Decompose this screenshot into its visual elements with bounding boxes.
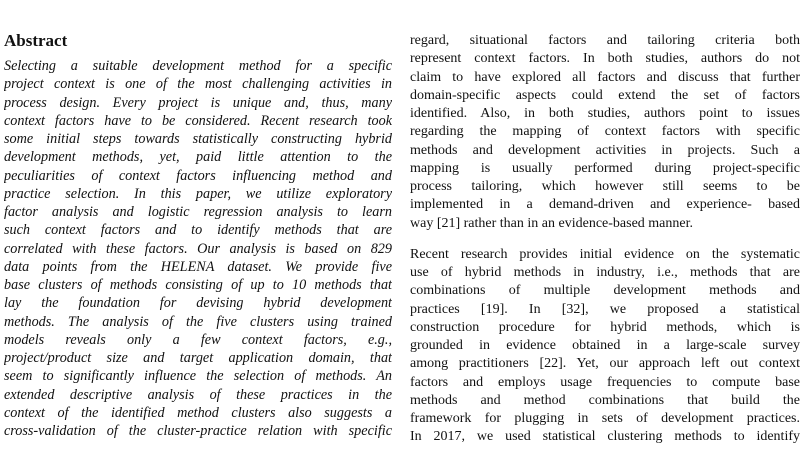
text-line: data points from the HELENA dataset. We provide five — [4, 258, 392, 275]
text-line: mapping is usually performed during project-specific — [410, 160, 800, 176]
text-line: construction procedure for hybrid methods, which is — [410, 319, 800, 335]
text-line: Selecting a suitable development method for a specific — [4, 58, 392, 74]
text-line: regarding the mapping of context factors with specific — [410, 124, 800, 140]
text-line: combinations of multiple development methods and — [410, 283, 800, 299]
text-line: methods and development activities in projects. Such a — [410, 142, 800, 158]
text-line: practice selection. In this paper, we utilize exploratory — [4, 185, 392, 202]
text-line: methods. The analysis of the five clusters using trained — [4, 313, 392, 330]
abstract-section — [4, 30, 392, 440]
abstract-heading: Abstract — [4, 31, 68, 50]
text-line: extended descriptive analysis of these practices in the — [4, 386, 392, 403]
text-line: factor analysis and logistic regression analysis to learn — [4, 204, 392, 220]
text-line: Recent research provides initial evidence on the systematic — [410, 246, 800, 262]
abstract-text — [4, 57, 392, 440]
text-line: process design. Every project is unique and, thus, many — [4, 94, 392, 111]
text-line: way [21] rather than in an evidence-based manner. — [410, 215, 693, 231]
text-line: grounded in evidence obtained in a large-scale survey — [410, 338, 800, 353]
text-line: context of the identified method clusters also suggests a — [4, 404, 392, 421]
text-line: claim to have explored all factors and discuss that further — [410, 69, 800, 85]
text-line: cross-validation of the cluster-practice relation with specific — [4, 423, 392, 439]
text-line: base clusters of methods consisting of up to 10 methods that — [4, 277, 392, 293]
text-line: some initial steps towards statistically constructing hybrid — [4, 131, 392, 147]
text-line: represent context factors. In both studies, authors do not — [410, 51, 800, 67]
text-line: methods and method combinations that build the — [410, 392, 800, 408]
body-paragraph-1 — [410, 32, 800, 233]
text-line: In 2017, we used statistical clustering methods to identify — [410, 429, 800, 445]
text-line: practices [19]. In [32], we proposed a statistical — [410, 301, 800, 317]
text-line: domain-specific aspects could extend the set of factors — [410, 87, 800, 103]
text-line: regard, situational factors and tailoring criteria both — [410, 33, 800, 48]
paragraph-gap — [410, 233, 800, 246]
text-line: framework for plugging in sets of development practices. — [410, 411, 800, 426]
body-paragraph-2 — [410, 246, 800, 447]
text-line: models reveals only a few context factors, e.g., — [4, 331, 392, 348]
body-text-column — [410, 32, 800, 447]
text-line: project context is one of the most challenging activities in — [4, 76, 392, 93]
text-line: project/product size and target application domain, that — [4, 350, 392, 366]
text-line: peculiarities of context factors influencing method and — [4, 167, 392, 184]
text-line: such context factors and to identify methods that are — [4, 222, 392, 239]
text-line: lay the foundation for devising hybrid development — [4, 295, 392, 312]
text-line: factors and employs usage frequencies to compute base — [410, 374, 800, 390]
text-line: among practitioners [22]. Yet, our approach left out context — [410, 356, 800, 372]
text-line: development methods, yet, paid little attention to the — [4, 149, 392, 166]
text-line: identified. Also, in both studies, authors point to issues — [410, 106, 800, 121]
text-line: context factors have to be considered. Recent research took — [4, 112, 392, 129]
text-line: correlated with these factors. Our analysis is based on 829 — [4, 240, 392, 257]
text-line: process tailoring, which however still seems to be — [410, 179, 800, 194]
text-line: implemented in a demand-driven and experience- based — [410, 197, 800, 213]
text-line: seem to significantly influence the selection of methods. An — [4, 368, 392, 385]
text-line: use of hybrid methods in industry, i.e., methods that are — [410, 265, 800, 280]
